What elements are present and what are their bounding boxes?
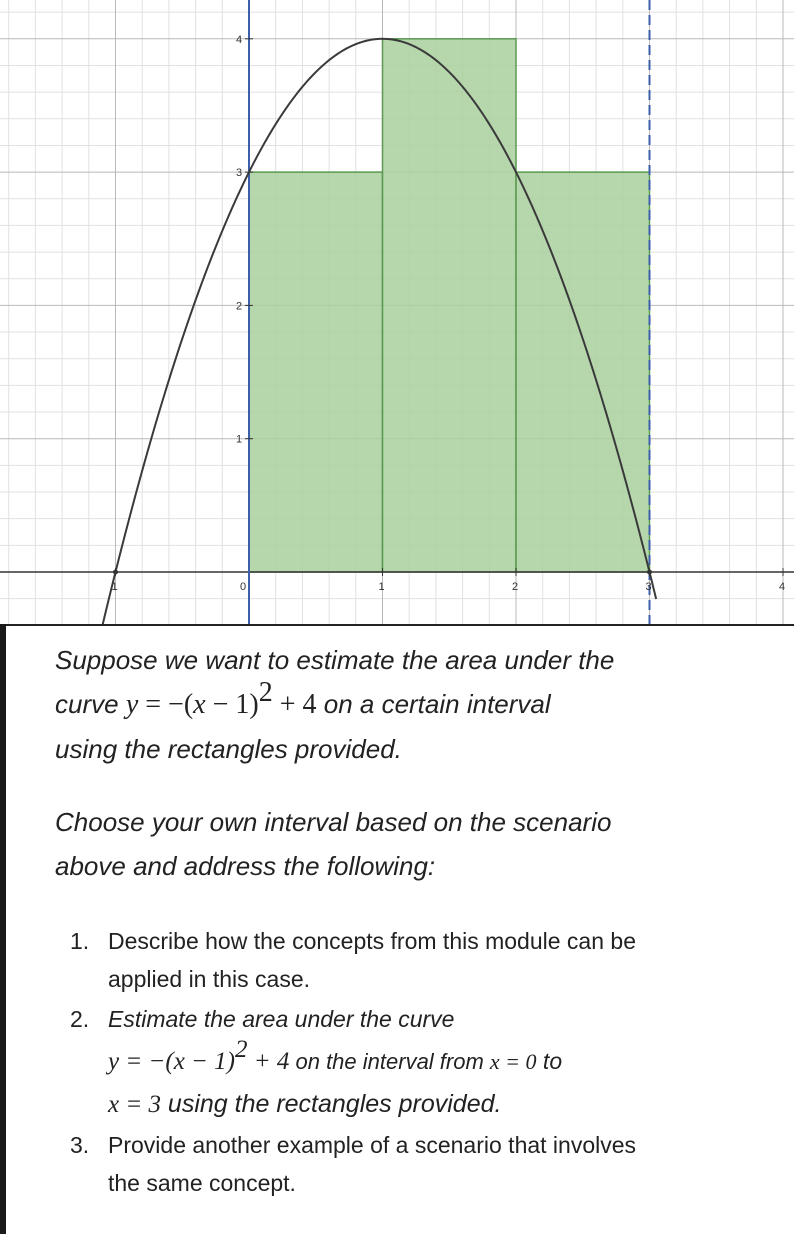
y-tick-label: 4 — [236, 33, 243, 46]
prompt-line: Choose your own interval based on the scenario — [55, 807, 612, 837]
x-tick-label: 2 — [512, 581, 519, 593]
x-tick-label: 1 — [111, 581, 118, 593]
prompt-line: above and address the following: — [55, 851, 436, 881]
prompt-text: on a certain interval — [316, 689, 551, 719]
riemann-rectangle — [249, 172, 383, 572]
x-tick-label: 3 — [645, 581, 652, 593]
prompt-paragraph-2 — [55, 800, 745, 888]
y-tick-label: 2 — [236, 300, 243, 313]
root-point — [647, 570, 652, 575]
prompt-line — [55, 677, 745, 727]
x-tick-label: 1 — [378, 581, 385, 593]
left-edge-bar — [0, 624, 6, 1234]
task-number: 2. — [70, 1006, 90, 1032]
prompt-line: using the rectangles provided. — [55, 734, 402, 764]
task-number: 1. — [70, 928, 90, 954]
task-item: 2. Estimate the area under the curve $y = -(x - 1)^2 + 4$ on the interval from x = 0 to x = 3 using the rectangles provided. — [70, 1000, 760, 1124]
question-panel — [0, 624, 794, 1234]
equation: $y = -(x - 1)^2 + 4$ — [125, 677, 317, 720]
riemann-rectangle — [516, 172, 650, 572]
root-point — [113, 570, 118, 575]
y-tick-label: 1 — [236, 433, 243, 446]
task-list — [70, 922, 760, 1204]
x-tick-label: 0 — [240, 581, 247, 593]
equation: $y = -(x - 1)^2 + 4$ — [108, 1036, 290, 1075]
prompt-paragraph-1 — [55, 638, 745, 771]
riemann-rectangle — [383, 39, 517, 572]
y-tick-label: 3 — [236, 167, 243, 180]
task-number: 3. — [70, 1132, 90, 1158]
task-item: 1. Describe how the concepts from this module can be applied in this case. — [70, 922, 760, 998]
x-tick-label: 4 — [779, 581, 786, 593]
prompt-text: curve — [55, 689, 126, 719]
prompt-line: Suppose we want to estimate the area under the — [55, 645, 615, 675]
task-item: 3. Provide another example of a scenario that involves the same concept. — [70, 1126, 760, 1202]
